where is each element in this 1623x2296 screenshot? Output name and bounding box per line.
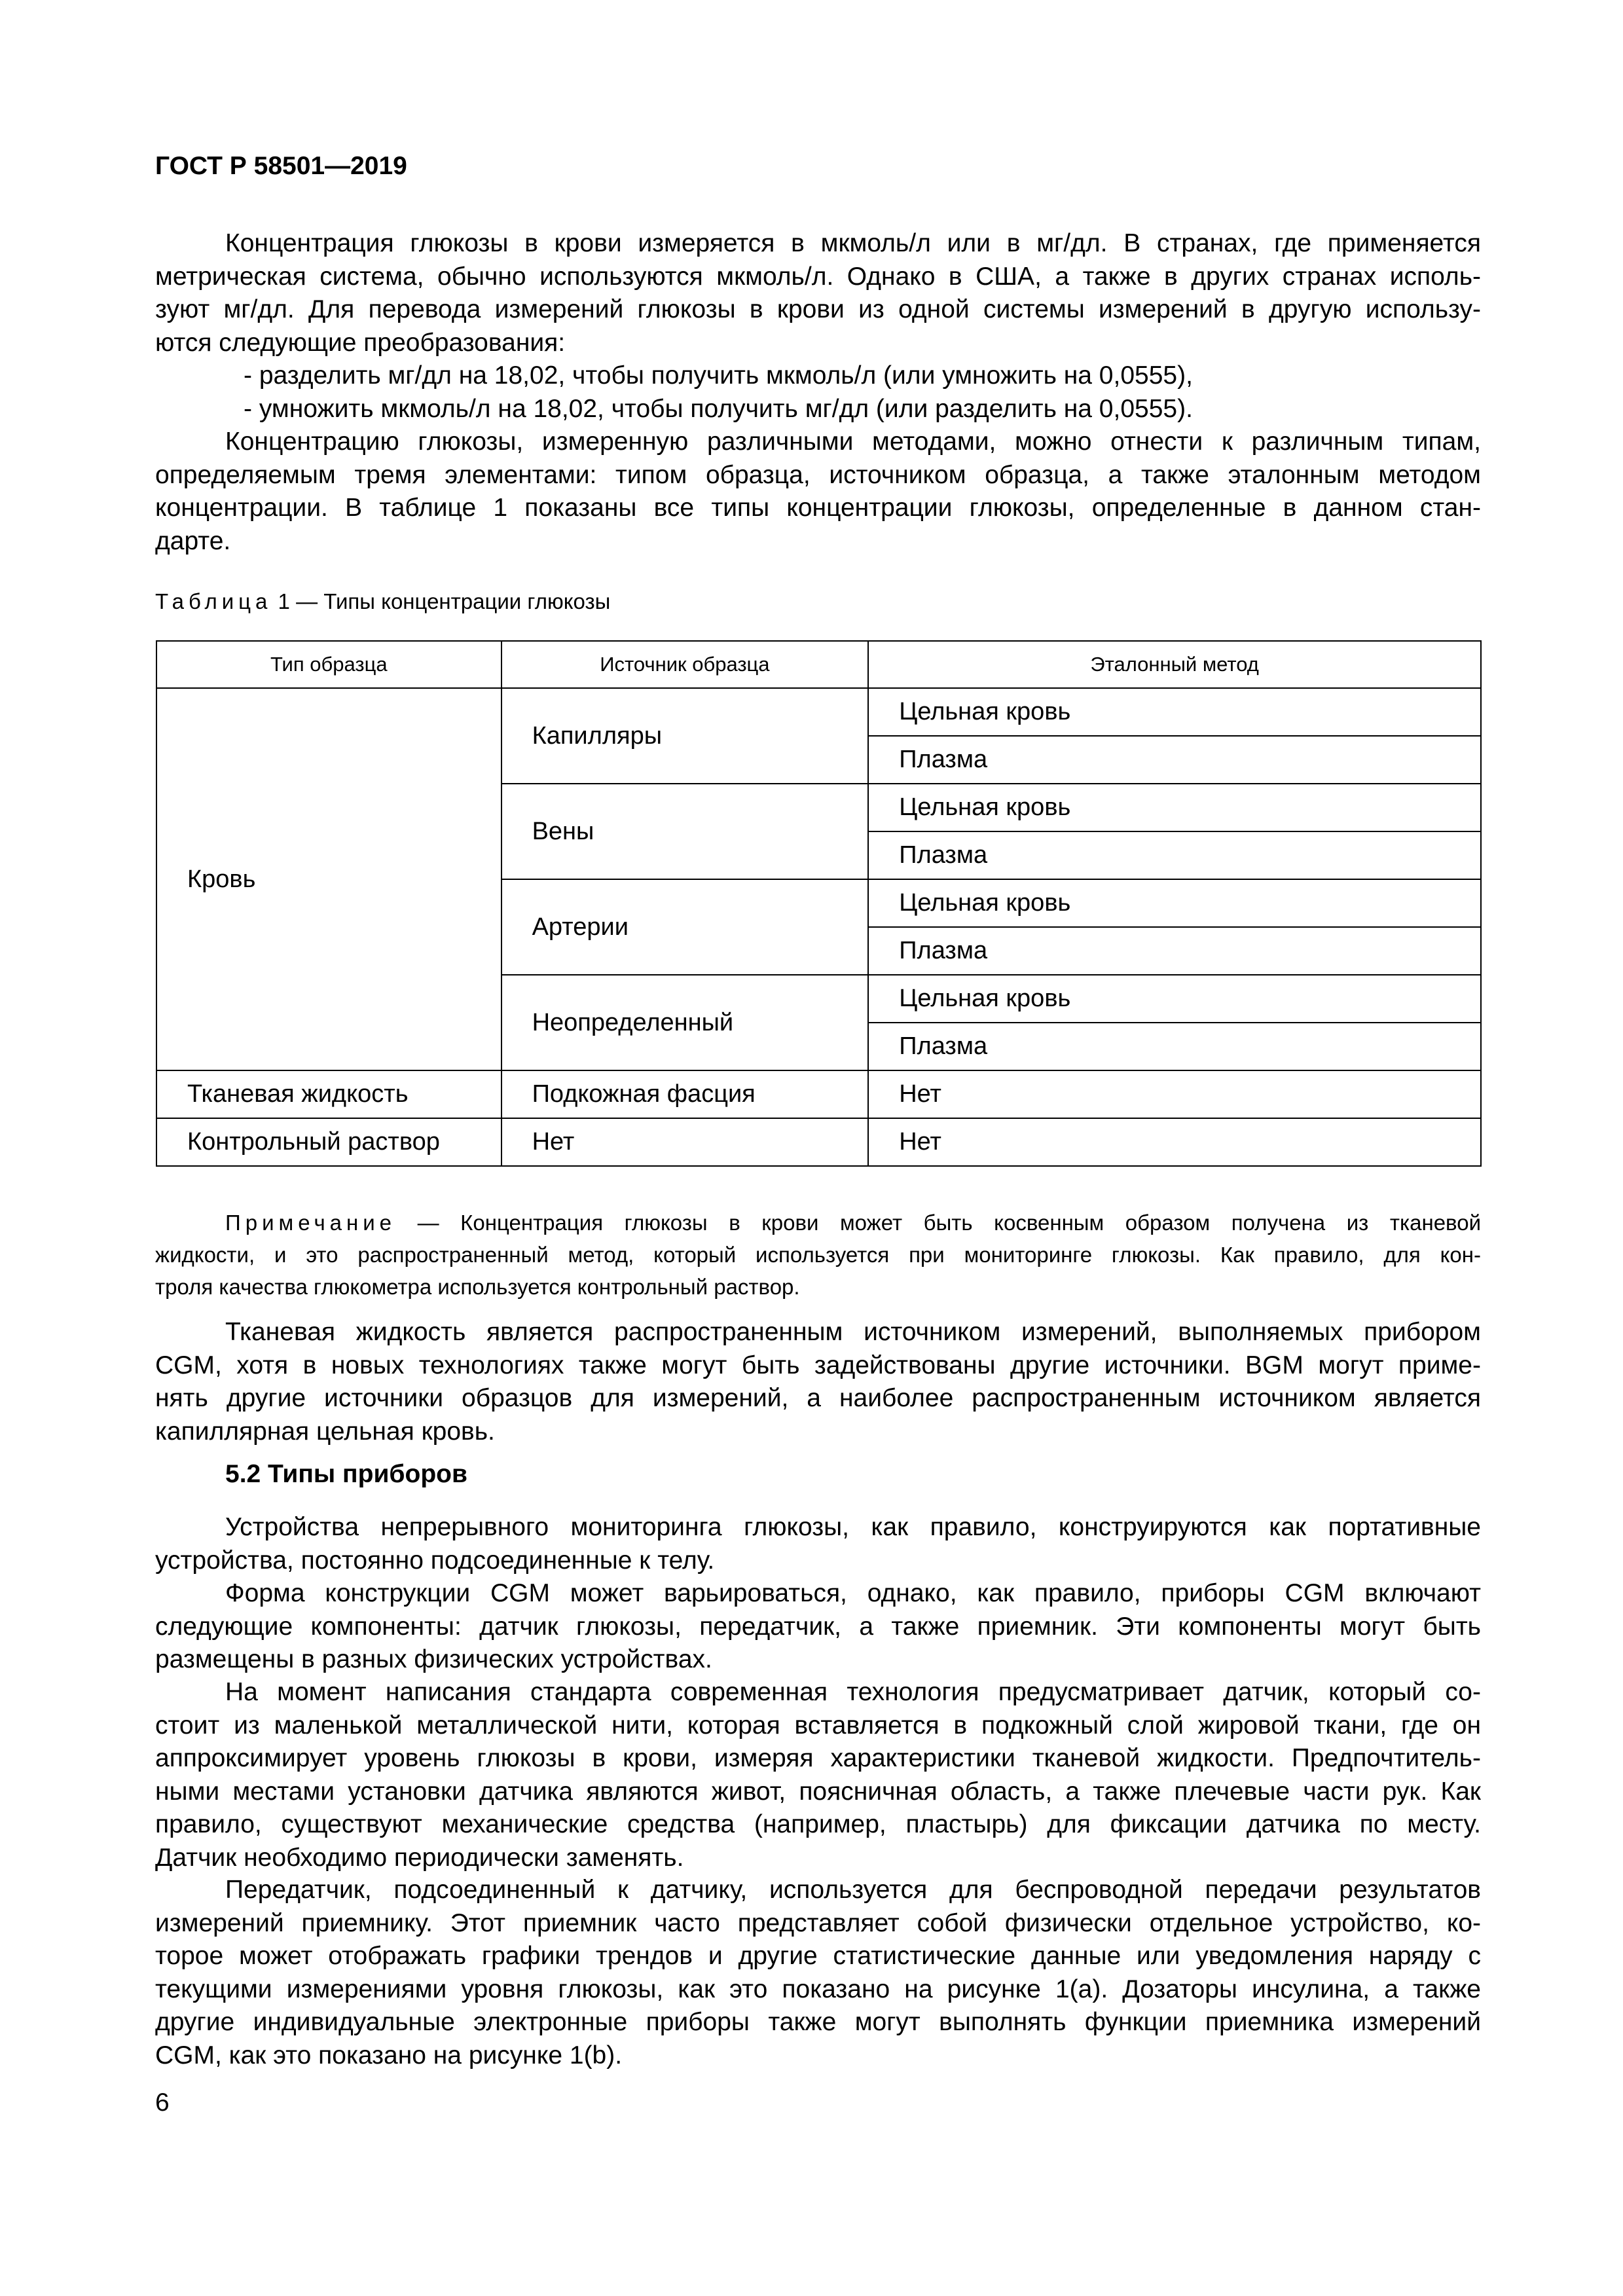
- paragraph: [155, 1874, 1481, 2072]
- text-line: Тканевая жидкость является распространенным источником измерений, выполняемых прибором: [225, 1318, 1481, 1346]
- table-cell: Эталонный метод: [868, 641, 1481, 688]
- table-cell: Цельная кровь: [868, 975, 1481, 1023]
- text-line: стоит из маленькой металлической нити, которая вставляется в подкожный слой жировой ткани, где он: [155, 1711, 1481, 1740]
- text-line: правило, существуют механические средства (например, пластырь) для фиксации датчика по месту.: [155, 1810, 1481, 1838]
- paragraph: [155, 1316, 1481, 1448]
- text-line: следующие компоненты: датчик глюкозы, передатчик, а также приемник. Эти компоненты могут быть: [155, 1612, 1481, 1641]
- text-line: ными местами установки датчика являются живот, поясничная область, а также плечевые части рук. Как: [155, 1777, 1481, 1806]
- document-header: ГОСТ Р 58501—2019: [155, 152, 407, 180]
- text-line: Концентрация глюкозы в крови измеряется в мкмоль/л или в мг/дл. В странах, где применяется: [225, 229, 1481, 257]
- page-number: 6: [155, 2088, 170, 2117]
- table-cell: Источник образца: [501, 641, 869, 688]
- table-cell: Капилляры: [501, 688, 869, 784]
- paragraph: [155, 426, 1481, 558]
- table-cell: Плазма: [868, 1023, 1481, 1070]
- table-cell: Контрольный раствор: [156, 1118, 501, 1166]
- text-line: капиллярная цельная кровь.: [155, 1417, 495, 1446]
- text-line: ются следующие преобразования:: [155, 328, 566, 357]
- text-line: определяемым тремя элементами: типом образца, источником образца, а также эталонным методом: [155, 460, 1481, 489]
- text-line: Форма конструкции CGM может варьироваться, однако, как правило, приборы CGM включают: [225, 1579, 1481, 1607]
- table-cell: Тип образца: [156, 641, 501, 688]
- table-cell: Подкожная фасция: [501, 1070, 869, 1118]
- text-line: CGM, хотя в новых технологиях также могут быть задействованы другие источники. BGM могут приме-: [155, 1351, 1481, 1379]
- text-line: размещены в разных физических устройствах.: [155, 1645, 712, 1673]
- text-line: нять другие источники образцов для измерений, а наиболее распространенным источником является: [155, 1384, 1481, 1412]
- bullet-list: [155, 359, 1481, 426]
- table-header-row: [156, 641, 1481, 688]
- text-line: зуют мг/дл. Для перевода измерений глюкозы в крови из одной системы измерений в другую использу-: [155, 295, 1481, 323]
- paragraph: [155, 1676, 1481, 1874]
- table-cell: Неопределенный: [501, 975, 869, 1070]
- text-line: Устройства непрерывного мониторинга глюкозы, как правило, конструируются как портативные: [225, 1513, 1481, 1541]
- table-cell: Нет: [868, 1070, 1481, 1118]
- text-line: Датчик необходимо периодически заменять.: [155, 1843, 684, 1872]
- table-cell: Плазма: [868, 831, 1481, 879]
- table-note: Примечание — Концентрация глюкозы в крови может быть косвенным образом получена из тканевой жидкости, и это распространенный метод, который используется при мониторинге глюкозы. Как правило, для кон- троля качества глюкометра используется контрольный раствор.: [155, 1211, 1481, 1299]
- text-line: метрическая система, обычно используются мкмоль/л. Однако в США, а также в других странах исполь-: [155, 262, 1481, 291]
- table-cell: Плазма: [868, 927, 1481, 975]
- table-cell: Артерии: [501, 879, 869, 975]
- paragraph: [155, 1511, 1481, 1577]
- paragraph: [155, 1577, 1481, 1677]
- text-line: устройства, постоянно подсоединенные к телу.: [155, 1546, 715, 1575]
- text-line: - умножить мкмоль/л на 18,02, чтобы получить мг/дл (или разделить на 0,0555).: [244, 394, 1193, 423]
- text-line: концентрации. В таблице 1 показаны все типы концентрации глюкозы, определенные в данном стан-: [155, 494, 1481, 522]
- table-cell: Цельная кровь: [868, 784, 1481, 831]
- table-caption: Таблица 1 — Типы концентрации глюкозы: [155, 589, 611, 613]
- section-heading: 5.2 Типы приборов: [225, 1460, 467, 1488]
- table-cell: Нет: [868, 1118, 1481, 1166]
- table-cell: Кровь: [156, 688, 501, 1070]
- glucose-types-table: [156, 640, 1482, 1167]
- text-line: Передатчик, подсоединенный к датчику, используется для беспроводной передачи результатов: [225, 1876, 1481, 1904]
- table-row: [156, 1070, 1481, 1118]
- text-line: CGM, как это показано на рисунке 1(b).: [155, 2041, 623, 2069]
- table-cell: Цельная кровь: [868, 879, 1481, 927]
- table-row: [156, 1118, 1481, 1166]
- text-line: измерений приемнику. Этот приемник часто представляет собой физически отдельное устройство, ко-: [155, 1908, 1481, 1937]
- table-row: [156, 688, 1481, 736]
- text-line: текущими измерениями уровня глюкозы, как это показано на рисунке 1(а). Дозаторы инсулина, а также: [155, 1975, 1481, 2003]
- text-line: дарте.: [155, 526, 231, 555]
- text-line: - разделить мг/дл на 18,02, чтобы получить мкмоль/л (или умножить на 0,0555),: [244, 361, 1193, 390]
- table-cell: Нет: [501, 1118, 869, 1166]
- text-line: аппроксимирует уровень глюкозы в крови, измеряя характеристики тканевой жидкости. Предпочтитель-: [155, 1744, 1481, 1772]
- table-cell: Плазма: [868, 736, 1481, 784]
- table-cell: Тканевая жидкость: [156, 1070, 501, 1118]
- text-line: Концентрацию глюкозы, измеренную различными методами, можно отнести к различным типам,: [225, 428, 1481, 456]
- text-line: На момент написания стандарта современная технология предусматривает датчик, который со-: [225, 1678, 1481, 1706]
- table-cell: Вены: [501, 784, 869, 879]
- table-cell: Цельная кровь: [868, 688, 1481, 736]
- text-line: торое может отображать графики трендов и другие статистические данные или уведомления наряду с: [155, 1942, 1481, 1970]
- text-line: другие индивидуальные электронные приборы также могут выполнять функции приемника измерений: [155, 2008, 1481, 2036]
- paragraph: [155, 227, 1481, 359]
